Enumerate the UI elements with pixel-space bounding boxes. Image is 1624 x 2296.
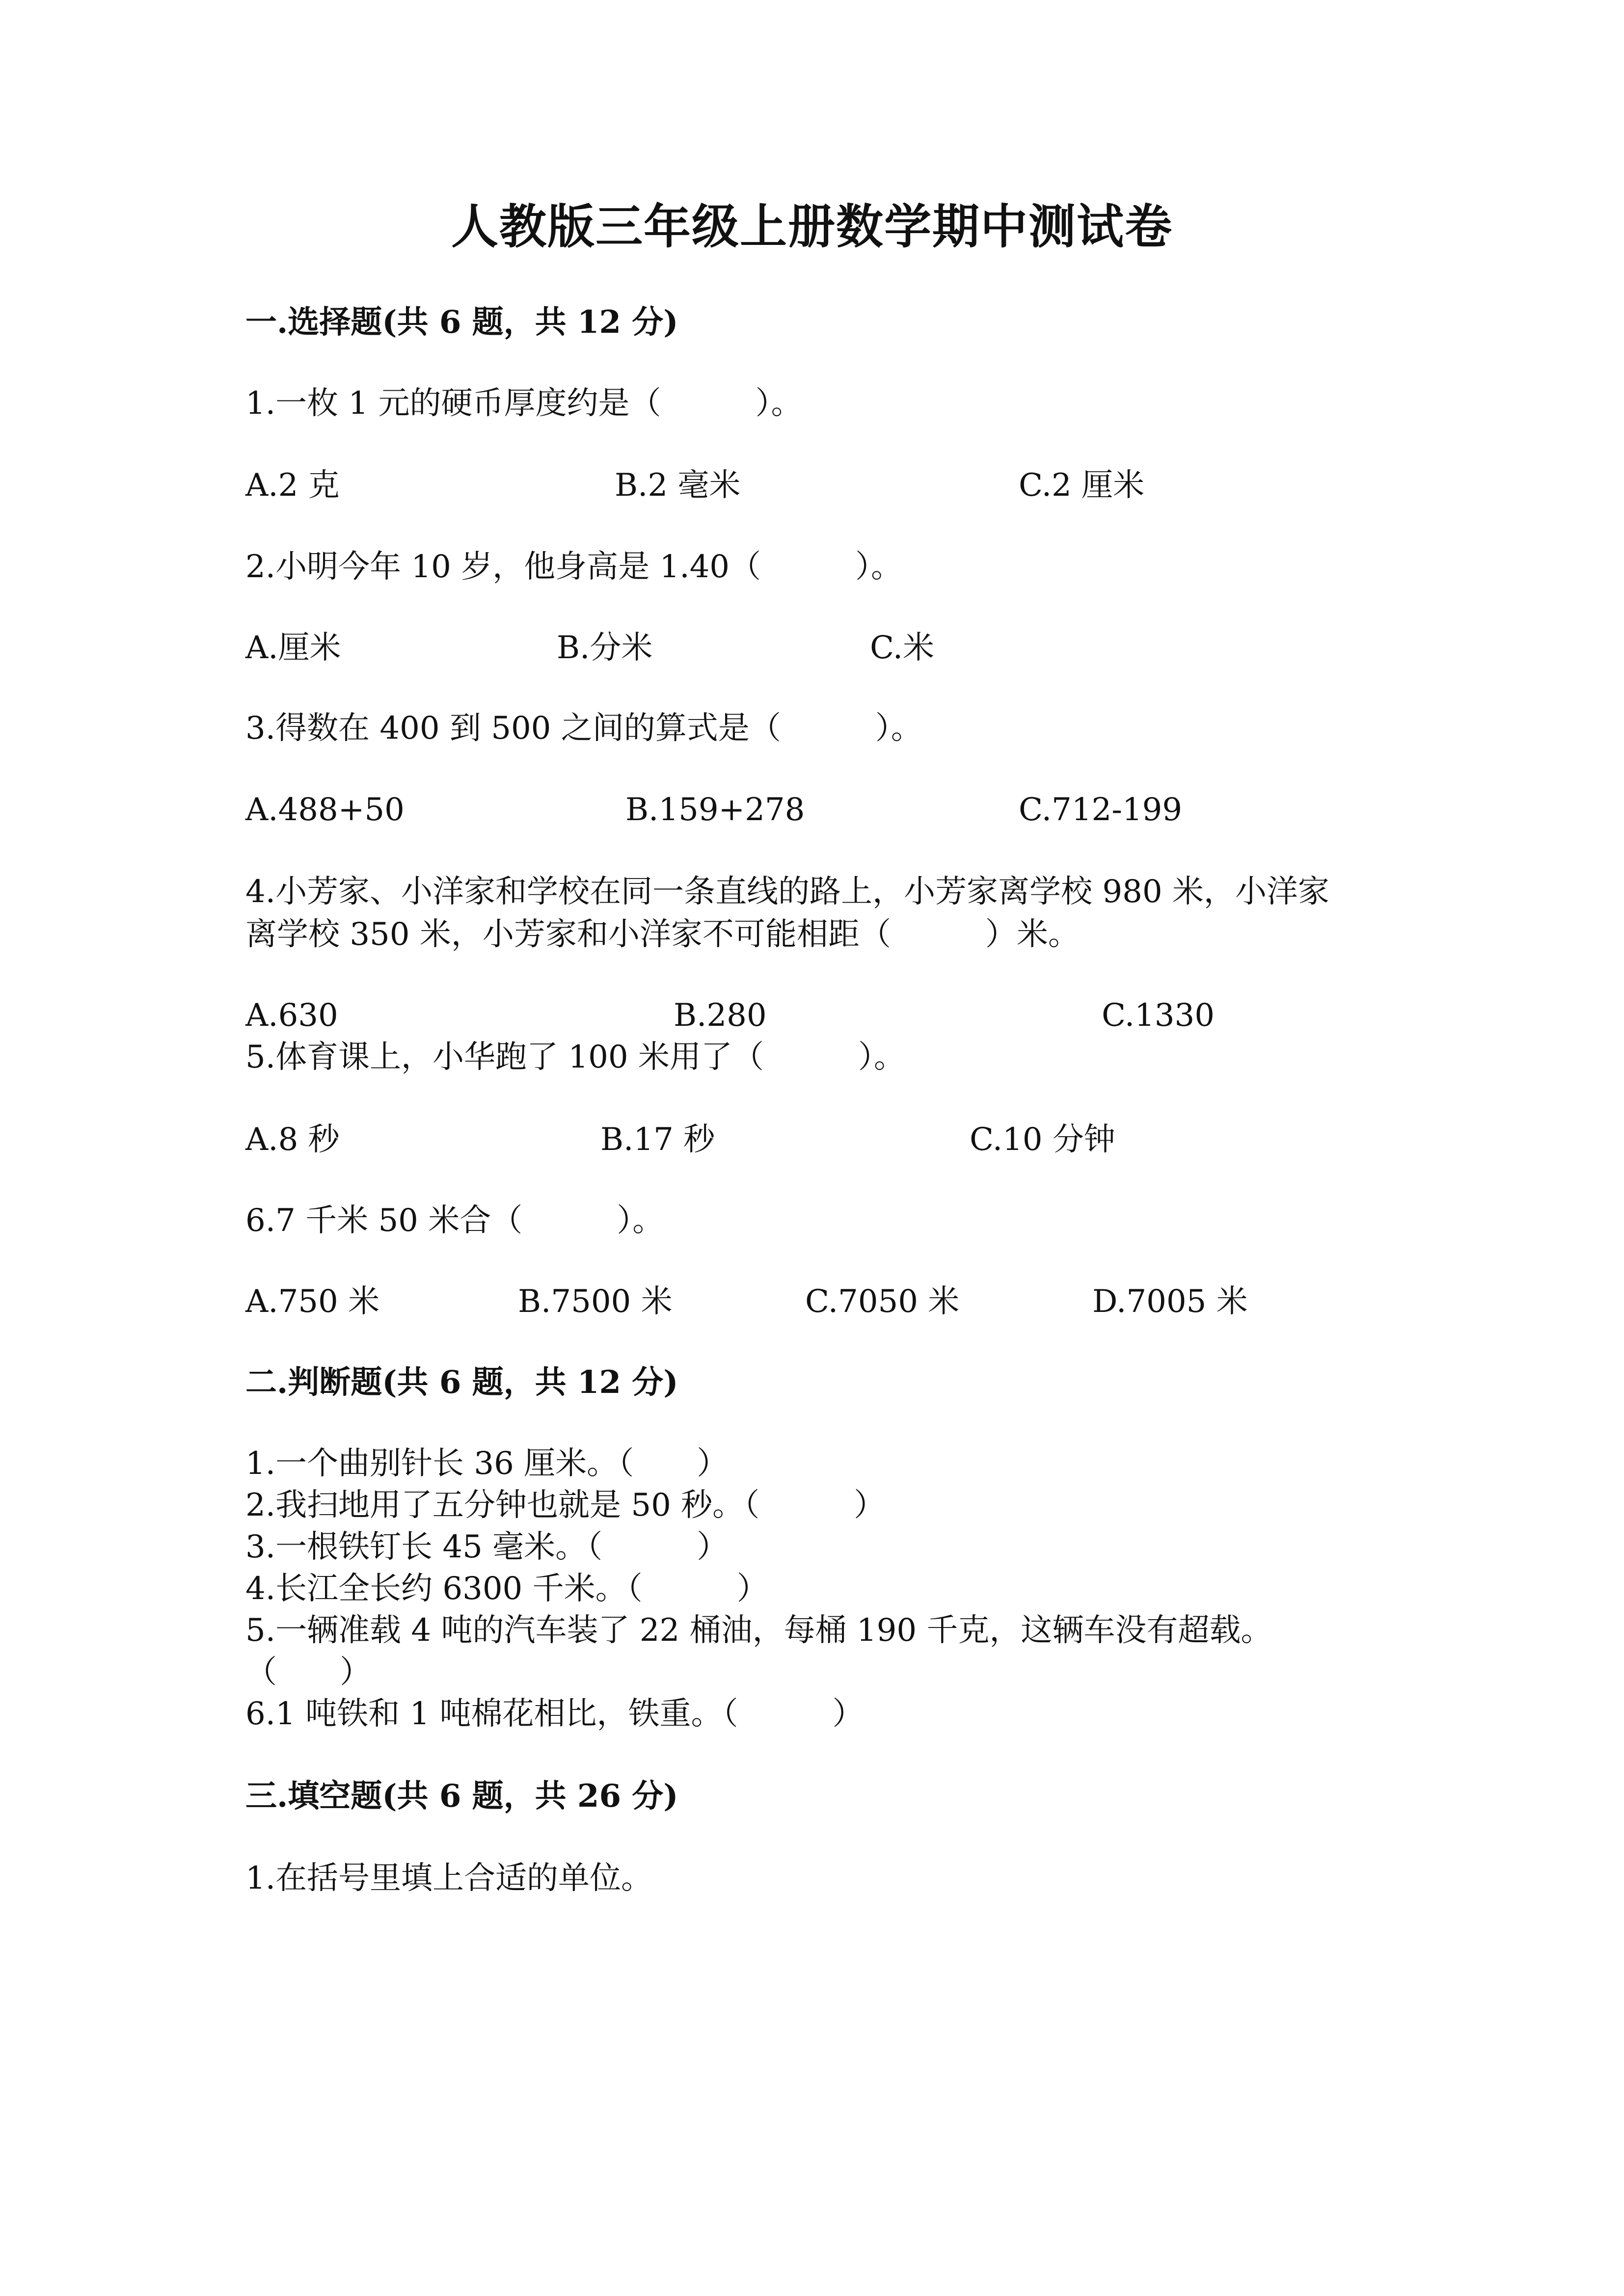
choice-option-3c: C.712-199: [1019, 792, 1182, 828]
choice-option-3a: A.488+50: [245, 792, 405, 828]
choice-option-3b: B.159+278: [625, 792, 805, 828]
page-title: 人教版三年级上册数学期中测试卷: [451, 199, 1173, 254]
choice-option-6a: A.750 米: [245, 1283, 380, 1320]
choice-option-1c: C.2 厘米: [1019, 467, 1145, 504]
choice-option-6c: C.7050 米: [805, 1283, 960, 1320]
choice-option-4a: A.630: [245, 997, 338, 1034]
section-heading-fill-in: 三.填空题(共 6 题，共 26 分): [245, 1778, 678, 1815]
choice-option-2c: C.米: [870, 630, 935, 666]
choice-option-6d: D.7005 米: [1092, 1283, 1248, 1320]
choice-option-6b: B.7500 米: [518, 1283, 673, 1320]
tf-item-2: 2.我扫地用了五分钟也就是 50 秒。（ ）: [245, 1487, 886, 1523]
tf-item-3: 3.一根铁钉长 45 毫米。（ ）: [245, 1529, 729, 1565]
choice-option-2a: A.厘米: [245, 630, 341, 666]
choice-question-1: 1.一枚 1 元的硬币厚度约是（ ）。: [245, 385, 803, 422]
choice-question-3: 3.得数在 400 到 500 之间的算式是（ ）。: [245, 710, 922, 747]
fill-question-1: 1.在括号里填上合适的单位。: [245, 1860, 653, 1896]
tf-item-6: 6.1 吨铁和 1 吨棉花相比，铁重。（ ）: [245, 1696, 864, 1732]
tf-item-4: 4.长江全长约 6300 千米。（ ）: [245, 1571, 768, 1607]
choice-option-5a: A.8 秒: [245, 1121, 340, 1158]
choice-question-2: 2.小明今年 10 岁，他身高是 1.40（ ）。: [245, 549, 903, 585]
tf-item-5: 5.一辆准载 4 吨的汽车装了 22 桶油，每桶 190 千克，这辆车没有超载。: [245, 1612, 1272, 1649]
choice-option-5c: C.10 分钟: [970, 1121, 1115, 1158]
choice-option-2b: B.分米: [557, 630, 653, 666]
choice-question-4-line2: 离学校 350 米，小芳家和小洋家不可能相距（ ）米。: [245, 916, 1080, 953]
section-heading-choice: 一.选择题(共 6 题，共 12 分): [245, 304, 678, 341]
choice-question-5: 5.体育课上，小华跑了 100 米用了（ ）。: [245, 1039, 905, 1075]
tf-item-5-answer: （ ）: [245, 1654, 371, 1690]
choice-question-6: 6.7 千米 50 米合（ ）。: [245, 1202, 664, 1239]
choice-option-4c: C.1330: [1102, 997, 1215, 1034]
tf-item-1: 1.一个曲别针长 36 厘米。（ ）: [245, 1445, 729, 1482]
choice-question-4-line1: 4.小芳家、小洋家和学校在同一条直线的路上，小芳家离学校 980 米，小洋家: [245, 874, 1329, 910]
choice-option-4b: B.280: [674, 997, 767, 1034]
choice-option-1b: B.2 毫米: [615, 467, 741, 504]
choice-option-5b: B.17 秒: [600, 1121, 715, 1158]
section-heading-true-false: 二.判断题(共 6 题，共 12 分): [245, 1364, 678, 1401]
choice-option-1a: A.2 克: [245, 467, 340, 504]
